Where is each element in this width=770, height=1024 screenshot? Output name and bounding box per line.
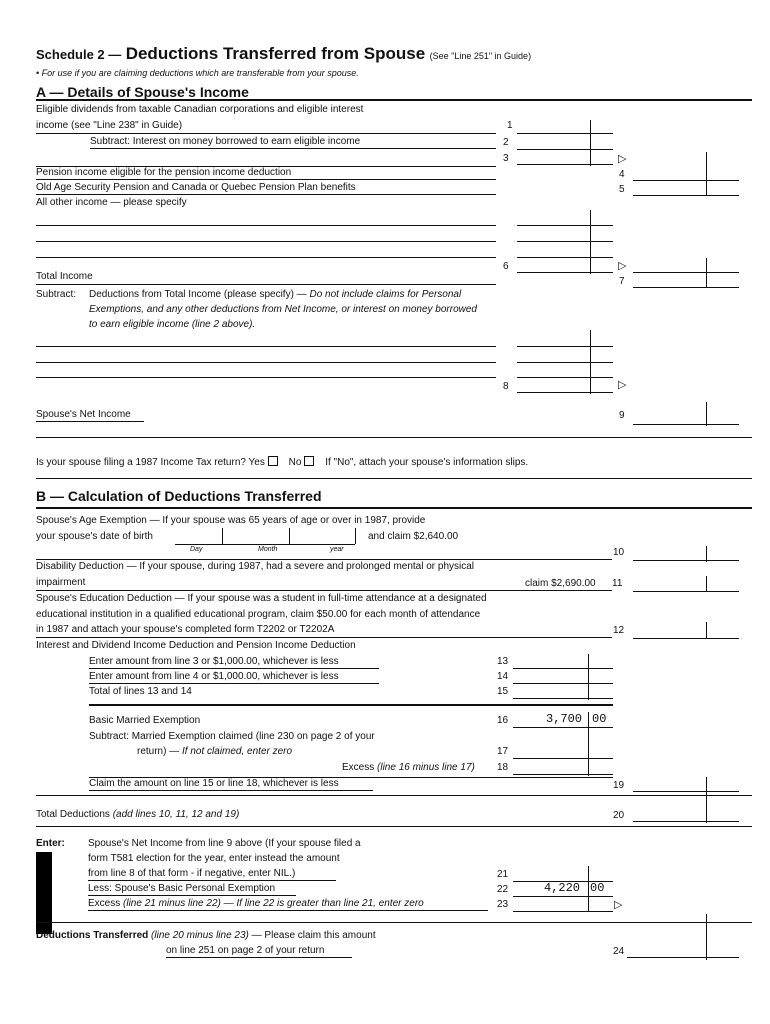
cents-divider-a2 — [706, 152, 707, 196]
line-number-16: 16 — [497, 715, 509, 726]
age-exemption-text-2: your spouse's date of birth — [36, 531, 153, 542]
subtract-label: Subtract: — [36, 289, 77, 300]
total-deductions-rule — [36, 826, 752, 827]
enter-label: Enter: — [36, 838, 65, 849]
section-b-heading: B — Calculation of Deductions Transferred — [36, 488, 322, 504]
interest-title: Interest and Dividend Income Deduction and Pension Income Deduction — [36, 640, 356, 651]
deductions-line-3[interactable] — [36, 377, 496, 378]
age-claim-text: and claim $2,640.00 — [368, 531, 459, 542]
schedule-note: • For use if you are claiming deductions which are transferable from your spouse. — [36, 68, 359, 78]
claim-amount-text: Claim the amount on line 15 or line 18, whichever is less — [89, 778, 339, 789]
line-1-field[interactable] — [517, 133, 613, 134]
other-income-amount-1[interactable] — [517, 225, 613, 226]
line-number-11: 11 — [612, 578, 623, 589]
pension-text: Pension income eligible for the pension income deduction — [36, 167, 292, 178]
cents-divider-a1 — [590, 120, 591, 166]
line-5-field[interactable] — [633, 195, 739, 196]
line-number-2: 2 — [503, 137, 509, 148]
line-number-19: 19 — [613, 780, 625, 791]
cents-divider-b8 — [706, 914, 707, 960]
line-16-field[interactable] — [513, 727, 613, 728]
line-number-20: 20 — [613, 810, 625, 821]
other-income-amount-3[interactable] — [517, 257, 613, 258]
line-number-15: 15 — [497, 686, 509, 697]
guide-reference: (See "Line 251" in Guide) — [429, 51, 532, 61]
enter-line-3-underline — [89, 668, 379, 669]
line-18-field[interactable] — [513, 774, 613, 775]
dob-divider-2 — [289, 528, 290, 544]
excess-16-17-text — [342, 762, 475, 773]
deductions-line-1[interactable] — [36, 346, 496, 347]
dob-divider-1 — [222, 528, 223, 544]
line-22-field[interactable] — [513, 896, 613, 897]
deductions-transferred-text — [36, 930, 376, 941]
basic-married-text: Basic Married Exemption — [89, 715, 201, 726]
line-13-field[interactable] — [513, 668, 613, 669]
section-a-heading: A — Details of Spouse's Income — [36, 84, 249, 100]
line-3-field[interactable] — [517, 164, 613, 165]
enter-line-4-underline — [89, 683, 379, 684]
total-deductions-label: Total Deductions — [36, 809, 110, 820]
line-number-23: 23 — [497, 899, 509, 910]
other-income-line-3[interactable] — [36, 257, 496, 258]
dividends-text-2: income (see "Line 238" in Guide) — [36, 120, 183, 131]
line-number-14: 14 — [497, 671, 509, 682]
net-income-underline — [36, 421, 144, 422]
line-number-9: 9 — [619, 410, 625, 421]
cents-divider-a3 — [590, 210, 591, 274]
line-11-field[interactable] — [633, 591, 739, 592]
filing-instruction: If "No", attach your spouse's information slips. — [325, 457, 529, 468]
disability-rule — [36, 590, 612, 591]
day-label: Day — [190, 546, 203, 553]
total-deductions-note: (add lines 10, 11, 12 and 19) — [112, 809, 240, 820]
excess-label: Excess — [342, 762, 375, 773]
line-number-21: 21 — [497, 869, 509, 880]
line-number-13: 13 — [497, 656, 509, 667]
subtract-deductions-text-2: Exemptions, and any other deductions from Net Income, or interest on money borrowed — [89, 304, 477, 315]
schedule-title: Deductions Transferred from Spouse — [125, 44, 426, 63]
line-number-22: 22 — [497, 884, 509, 895]
interest-group-rule — [89, 704, 613, 706]
disability-claim-text: claim $2,690.00 — [525, 578, 596, 589]
subtract-deductions-text-1 — [89, 289, 461, 300]
line-15-field[interactable] — [513, 698, 613, 699]
disability-text-1: Disability Deduction — If your spouse, during 1987, had a severe and prolonged mental or physical — [36, 561, 475, 572]
filing-question-row — [36, 456, 528, 468]
line-6-carry-field[interactable] — [633, 272, 739, 273]
cents-divider-b7 — [588, 866, 589, 912]
subtract-deductions-text-3: to earn eligible income (line 2 above). — [89, 319, 256, 330]
cents-divider-a6 — [706, 402, 707, 426]
line-20-field[interactable] — [633, 821, 739, 822]
age-exemption-text-1: Spouse's Age Exemption — If your spouse was 65 years of age or over in 1987, provide — [36, 515, 426, 526]
total-income-underline — [36, 284, 496, 285]
schedule-title-row — [36, 44, 531, 64]
section-b-rule — [36, 507, 752, 509]
net-income-text: Spouse's Net Income — [36, 409, 131, 420]
line-number-17: 17 — [497, 746, 509, 757]
other-income-line-2[interactable] — [36, 241, 496, 242]
dob-divider-3 — [355, 528, 356, 544]
cents-divider-b4 — [588, 654, 589, 700]
education-text-3: in 1987 and attach your spouse's completed form T2202 or T2202A — [36, 624, 335, 635]
line-number-3: 3 — [503, 153, 509, 164]
transferred-underline — [166, 957, 352, 958]
deductions-transferred-tail: — Please claim this amount — [251, 930, 376, 941]
subtract-interest-text: Subtract: Interest on money borrowed to earn eligible income — [90, 136, 361, 147]
line-24-field[interactable] — [627, 957, 739, 958]
excess-21-22-text — [88, 898, 424, 909]
other-income-line-1[interactable] — [36, 225, 496, 226]
line-10-field[interactable] — [633, 560, 739, 561]
total-deductions-text — [36, 809, 239, 820]
less-basic-text: Less: Spouse's Basic Personal Exemption — [88, 883, 276, 894]
enter-line-3-text: Enter amount from line 3 or $1,000.00, whichever is less — [89, 656, 339, 667]
line-number-10: 10 — [613, 547, 625, 558]
oas-text: Old Age Security Pension and Canada or Quebec Pension Plan benefits — [36, 182, 356, 193]
line-7-field[interactable] — [633, 287, 739, 288]
other-income-amount-2[interactable] — [517, 241, 613, 242]
excess-note: (line 16 minus line 17) — [377, 762, 475, 773]
subtract-married-prefix: return) — — [137, 746, 180, 757]
spouse-net-underline — [88, 880, 336, 881]
section-a-bottom-rule — [36, 437, 752, 438]
year-label: year — [330, 546, 344, 553]
cents-divider-b5 — [588, 712, 589, 776]
cents-divider-b3 — [706, 622, 707, 638]
line-number-6: 6 — [503, 261, 509, 272]
education-rule — [36, 637, 612, 638]
line-number-7: 7 — [619, 276, 625, 287]
schedule-label: Schedule 2 — — [36, 47, 122, 62]
filing-rule — [36, 478, 752, 479]
line-2-field[interactable] — [517, 149, 613, 150]
deductions-amount-2[interactable] — [517, 362, 613, 363]
spouse-net-text-3: from line 8 of that form - if negative, enter NIL.) — [88, 868, 296, 879]
basic-married-cents: 00 — [592, 712, 607, 726]
cents-divider-b2 — [706, 576, 707, 592]
deductions-amount-1[interactable] — [517, 346, 613, 347]
dividends-text-1: Eligible dividends from taxable Canadian corporations and eligible interest — [36, 104, 364, 115]
excess-21-22-note: (line 21 minus line 22) — If line 22 is greater than line 21, enter zero — [123, 898, 424, 909]
claim-rule — [36, 795, 752, 796]
education-text-2: educational institution in a qualified educational program, claim $50.00 for each month of attendance — [36, 609, 481, 620]
subtract-interest-underline — [90, 148, 496, 149]
cents-divider-b1 — [706, 546, 707, 562]
line-12-field[interactable] — [633, 638, 739, 639]
filing-question: Is your spouse filing a 1987 Income Tax return? Yes — [36, 457, 265, 468]
subtract-married-italic: If not claimed, enter zero — [182, 746, 293, 757]
subtract-married-text-2 — [137, 746, 292, 757]
no-checkbox[interactable] — [304, 456, 314, 466]
arrow-icon: ▷ — [618, 153, 627, 165]
less-basic-cents: 00 — [590, 881, 605, 895]
deductions-transferred-text-2: on line 251 on page 2 of your return — [166, 945, 325, 956]
less-basic-amount: 4,220 — [544, 881, 581, 895]
dividends-underline — [36, 133, 496, 134]
line-6-field[interactable] — [517, 272, 613, 273]
line-number-24: 24 — [613, 946, 625, 957]
excess-21-22-label: Excess — [88, 898, 121, 909]
total-13-14-text: Total of lines 13 and 14 — [89, 686, 192, 697]
line-number-1: 1 — [507, 120, 513, 131]
arrow-icon: ▷ — [618, 260, 627, 272]
deductions-transferred-label: Deductions Transferred — [36, 930, 149, 941]
line-number-8: 8 — [503, 381, 509, 392]
line-8-field[interactable] — [517, 392, 613, 393]
line-number-12: 12 — [613, 625, 625, 636]
arrow-icon: ▷ — [618, 379, 627, 391]
cents-divider-a4 — [706, 258, 707, 288]
subtract-married-text-1: Subtract: Married Exemption claimed (line 230 on page 2 of your — [89, 731, 375, 742]
age-rule — [36, 559, 612, 560]
claim-amount-underline — [89, 790, 373, 791]
disability-text-2: impairment — [36, 577, 86, 588]
enter-line-4-text: Enter amount from line 4 or $1,000.00, whichever is less — [89, 671, 339, 682]
section-a-rule — [36, 99, 752, 101]
education-text-1: Spouse's Education Deduction — If your spouse was a student in full-time attendance at a designated — [36, 593, 487, 604]
arrow-icon: ▷ — [614, 899, 623, 911]
deductions-line-2[interactable] — [36, 362, 496, 363]
cents-divider-b6 — [706, 777, 707, 823]
line-number-5: 5 — [619, 184, 625, 195]
deductions-transferred-note: (line 20 minus line 23) — [151, 930, 249, 941]
deductions-amount-3[interactable] — [517, 377, 613, 378]
spouse-net-text-1: Spouse's Net Income from line 9 above (If your spouse filed a — [88, 838, 361, 849]
excess-21-22-underline — [88, 910, 488, 911]
pension-underline — [36, 179, 496, 180]
line-number-18: 18 — [497, 762, 509, 773]
enter-block-rule — [36, 922, 752, 923]
total-income-text: Total Income — [36, 271, 93, 282]
line-17-field[interactable] — [513, 758, 613, 759]
cents-divider-a5 — [590, 330, 591, 394]
other-income-text: All other income — please specify — [36, 197, 187, 208]
yes-checkbox[interactable] — [268, 456, 278, 466]
line-number-4: 4 — [619, 169, 625, 180]
month-label: Month — [258, 546, 278, 553]
line-19-field[interactable] — [633, 791, 739, 792]
subtract-deductions-prefix: Deductions from Total Income (please specify) — — [89, 289, 307, 300]
line-23-field[interactable] — [513, 911, 613, 912]
oas-underline — [36, 194, 496, 195]
less-basic-underline — [88, 895, 296, 896]
line-9-field[interactable] — [633, 424, 739, 425]
date-of-birth-field[interactable] — [175, 544, 355, 545]
spouse-net-text-2: form T581 election for the year, enter instead the amount — [88, 853, 340, 864]
line-4-field[interactable] — [633, 180, 739, 181]
line-14-field[interactable] — [513, 683, 613, 684]
basic-married-amount: 3,700 — [546, 712, 583, 726]
subtract-deductions-italic: Do not include claims for Personal — [309, 289, 462, 300]
no-label: No — [288, 457, 302, 468]
